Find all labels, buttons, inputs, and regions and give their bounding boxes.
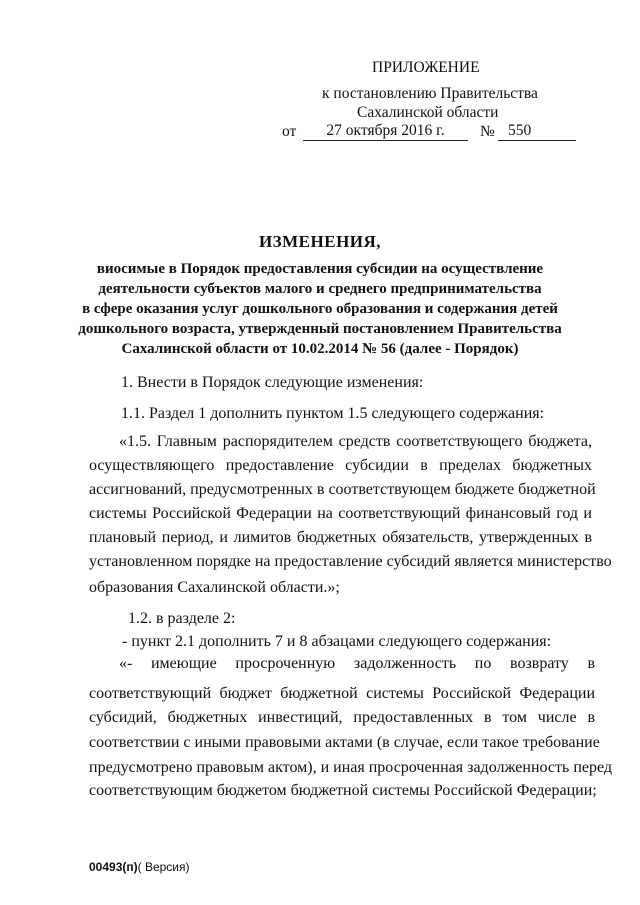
quote-line: «- имеющие просроченную задолженность по возврату в	[119, 655, 595, 672]
clause-1-5-line: ассигнований, предусмотренных в соответствующем бюджете бюджетной	[89, 481, 596, 498]
paragraph-1-1: 1.1. Раздел 1 дополнить пунктом 1.5 следующего содержания:	[121, 405, 545, 422]
paragraph-1-2-dash: - пункт 2.1 дополнить 7 и 8 абзацами следующего содержания:	[122, 633, 552, 650]
footer-label	[89, 860, 190, 874]
clause-1-5-line: образования Сахалинской области.»;	[89, 579, 340, 596]
paragraph-1-2: 1.2. в разделе 2:	[128, 610, 236, 627]
title-sub-line: деятельности субъектов малого и среднего предпринимательства	[98, 281, 542, 297]
clause-1-5-line: осуществляющего предоставление субсидии в пределах бюджетных	[89, 457, 592, 474]
quote-line: соответствующий бюджет бюджетной системы Российской Федерации	[89, 685, 595, 702]
quote-line: субсидий, бюджетных инвестиций, предоставленных в том числе в	[89, 709, 595, 726]
title-sub-line: Сахалинской области от 10.02.2014 № 56 (далее - Порядок)	[121, 341, 519, 357]
quote-line: соответствующим бюджетом бюджетной системы Российской Федерации;	[89, 782, 597, 799]
date-field: 27 октября 2016 г.	[303, 122, 468, 141]
annex-line-2: Сахалинской области	[357, 104, 499, 121]
annex-line-1: к постановлению Правительства	[322, 85, 538, 102]
quote-line: соответствии с иными правовыми актами (в случае, если такое требование	[89, 734, 600, 751]
title-sub-line: дошкольного возраста, утвержденный постановлением Правительства	[78, 321, 562, 337]
quote-line: предусмотрено правовым актом), и иная просроченная задолженность перед	[89, 759, 613, 776]
clause-1-5-line: установленном порядке на предоставление субсидий является министерство	[89, 553, 612, 570]
footer-code: 00493(п)	[89, 860, 138, 874]
clause-1-5-line: «1.5. Главным распорядителем средств соответствующего бюджета,	[119, 433, 592, 450]
document-title: ИЗМЕНЕНИЯ,	[258, 232, 382, 251]
title-sub-line: в сфере оказания услуг дошкольного образования и содержания детей	[82, 301, 558, 317]
number-label: №	[480, 123, 495, 140]
annex-title: ПРИЛОЖЕНИЕ	[372, 59, 480, 76]
from-label: от	[282, 123, 297, 140]
title-sub-line: виосимые в Порядок предоставления субсидии на осуществление	[96, 261, 544, 277]
footer-version: ( Версия)	[137, 860, 190, 874]
clause-1-5-line: плановый период, и лимитов бюджетных обязательств, утвержденных в	[89, 529, 592, 546]
paragraph-1: 1. Внести в Порядок следующие изменения:	[121, 374, 424, 391]
number-field: 550	[498, 122, 576, 141]
clause-1-5-line: системы Российской Федерации на соответствующий финансовый год и	[89, 505, 592, 522]
